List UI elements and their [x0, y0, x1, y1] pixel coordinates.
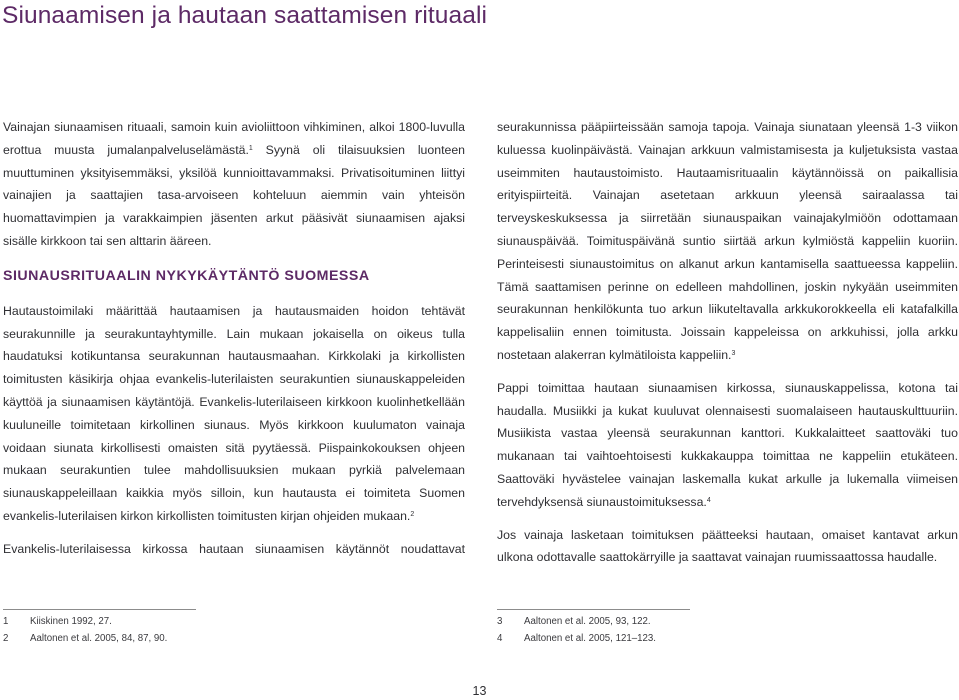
section-heading: SIUNAUSRITUAALIN NYKYKÄYTÄNTÖ SUOMESSA — [3, 267, 370, 284]
footnote-ref-4: 4 — [706, 496, 711, 504]
footnote-2-number: 2 — [3, 633, 9, 644]
left-column — [3, 116, 465, 571]
right-paragraph-2 — [497, 377, 958, 514]
footnote-1-text: Kiiskinen 1992, 27. — [30, 616, 112, 627]
right-column — [497, 116, 958, 579]
left-paragraph-2 — [3, 300, 465, 528]
right-paragraph-3-text: Jos vainaja lasketaan toimituksen päätteeksi hautaan, omaiset kantavat arkun ulkona odottavalle saattokärryille ja saattavat vainajan ruumissaattossa haudalle. — [497, 527, 958, 565]
right-paragraph-3 — [497, 524, 958, 570]
footnote-1 — [3, 615, 112, 629]
footnote-4 — [497, 632, 656, 646]
footnote-ref-2: 2 — [410, 510, 415, 518]
footnote-ref-3: 3 — [731, 349, 736, 357]
footnote-2-text: Aaltonen et al. 2005, 84, 87, 90. — [30, 633, 168, 644]
right-paragraph-1 — [497, 116, 958, 367]
left-paragraph-2-text: Hautaustoimilaki määrittää hautaamisen ja hautausmaiden hoidon tehtävät seurakunnille ja seurakuntayhtymille. Lain mukaan jokaisella on oikeus tulla haudatuksi kotikuntansa seurakunnan hautausmaahan. Kirkkolaki ja kirkollisten toimitusten käsikirja ohjaa evankelis-luterilaisten seurakuntien siunauskappeleiden käyttöä ja siunaamisen käytäntöjä. Evankelis-luterilaiseen kirkkoon kuolinhetkellään kuuluneille toimitetaan kirkollinen siunaus. Myös kirkkoon kuulumaton vainaja voidaan siunata kirkollisesti omaisten sitä pyytäessä. Piispainkokouksen ohjeen mukaan seurakuntien tulee mahdollisuuksien mukaan pyrkiä palvelemaan siunauskappeleillaan kaikkia myös silloin, kun hautausta ei toimiteta Suomen evankelis-luterilaisen kirkon kirkollisten toimitusten kirjan ohjeiden mukaan. — [3, 303, 465, 523]
left-paragraph-3-text: Evankelis-luterilaisessa kirkossa hautaan siunaamisen käytännöt noudattavat — [3, 541, 465, 556]
footnote-2 — [3, 632, 167, 646]
footnote-4-text: Aaltonen et al. 2005, 121–123. — [524, 633, 656, 644]
footnote-1-number: 1 — [3, 616, 9, 627]
left-paragraph-1 — [3, 116, 465, 253]
page-number: 13 — [472, 684, 487, 698]
footnote-4-number: 4 — [497, 633, 503, 644]
right-paragraph-2-text: Pappi toimittaa hautaan siunaamisen kirkossa, siunauskappelissa, kotona tai haudalla. Musiikki ja kukat kuuluvat olennaisesti suomalaiseen hautauskulttuuriin. Musiikista vastaa yleensä seurakunnan kanttori. Kukkalaitteet saattoväki tuo mukanaan tai vaihtoehtoisesti kukkakauppa toimittaa ne kappeliin etukäteen. Saattoväki hyvästelee vainajan laskemalla kukat arkulle ja lukemalla viimeisen tervehdyksensä siunaustoimituksessa. — [497, 380, 958, 509]
left-paragraph-3 — [3, 538, 465, 561]
footnote-3 — [497, 615, 651, 629]
left-paragraph-1-text: Vainajan siunaamisen rituaali, samoin kuin avioliittoon vihkiminen, alkoi 1800-luvulla erottua muusta jumalanpalveluselämästä. — [3, 120, 465, 157]
footnote-ref-1: 1 — [248, 144, 253, 152]
footnote-divider-right — [497, 609, 690, 610]
footnote-3-text: Aaltonen et al. 2005, 93, 122. — [524, 616, 651, 627]
right-paragraph-1-text: seurakunnissa pääpiirteissään samoja tapoja. Vainaja siunataan yleensä 1-3 viikon kuluessa kuolinpäivästä. Vainajan arkkuun valmistamisesta ja kuljetuksista vastaa useimmiten hautaustoimisto. Hautaamisrituaalin käytännöissä on paikallisia erityispiirteitä. Vainajan asetetaan arkkuun yleensä sairaalassa tai terveyskeskuksessa ja siirretään siunauspaikan vainajakylmiöön odottamaan siunauspäivää. Toimituspäivänä suntio siirtää arkun kylmiöstä kappeliin kuoriin. Perinteisesti siunaustoimitus on alkanut arkun kantamisella saattueessa kappeliin. Tämä saattamisen perinne on edelleen mahdollinen, joskin nykyään useimmiten seurakunnan henkilökunta tuo arkun liikuteltavalla arkkukorokkeella eli katafalkilla kappelisaliin ennen toimitusta. Joissain kappeleissa on arkkuhissi, jolla arkku nostetaan alakerran kylmätiloista kappeliin. — [497, 120, 958, 362]
page-title: Siunaamisen ja hautaan saattamisen rituaali — [2, 2, 488, 29]
left-paragraph-1-text-cont: Syynä oli tilaisuuksien luonteen muuttuminen yksityisemmäksi, yksilöä kunnioittavammaksi. Privatisoituminen liittyi vainajien ja saattajien tasa-arvoiseen kohteluun aiemmin vain yhteisön huomattavimpien ja varakkaimpien jäsenten arkut pääsivät siunaamisen ajaksi sisälle kirkkoon tai sen alttarin ääreen. — [3, 142, 466, 248]
footnote-3-number: 3 — [497, 616, 503, 627]
footnote-divider-left — [3, 609, 196, 610]
